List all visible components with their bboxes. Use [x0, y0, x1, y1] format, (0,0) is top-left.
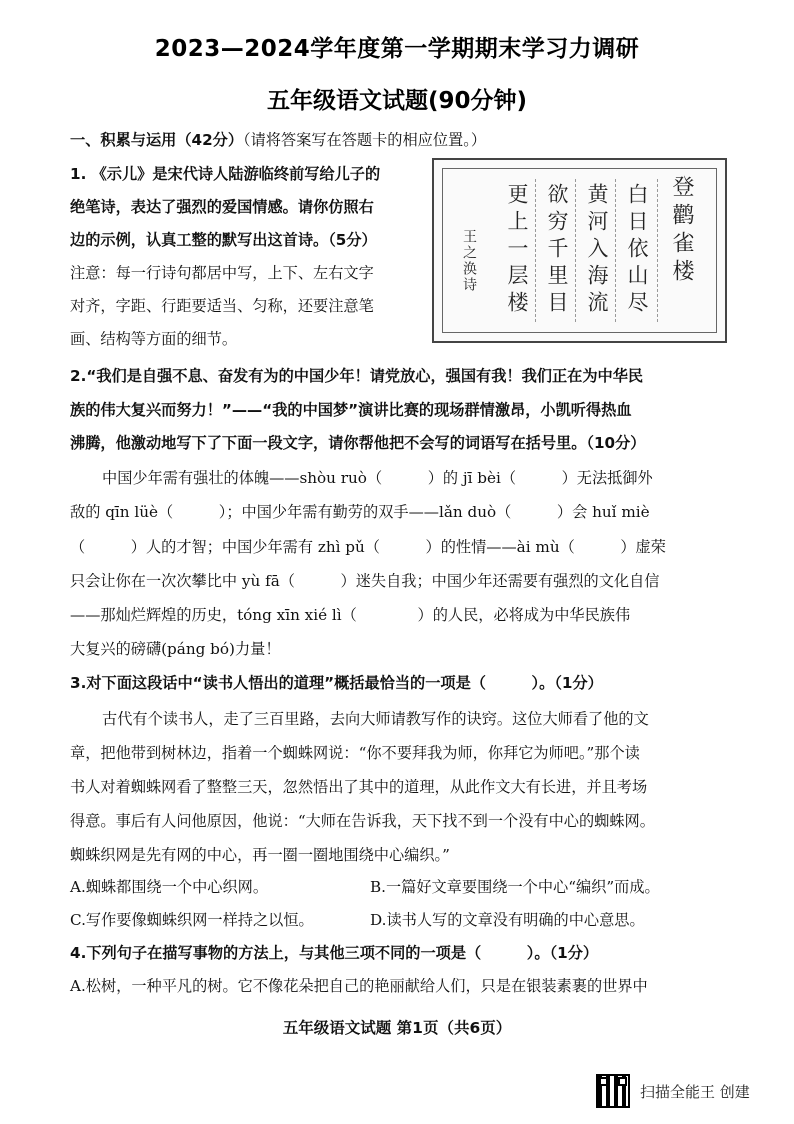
qr-code-icon	[596, 1074, 630, 1108]
section-heading-row	[70, 130, 486, 150]
poem-example-box	[432, 158, 727, 343]
q3-passage-line-4: 得意。事后有人问他原因，他说：“大师在告诉我，天下找不到一个没有中心的蜘蛛网。	[70, 812, 655, 830]
q3-stem: 3.对下面这段话中“读书人悟出的道理”概括最恰当的一项是（ ）。（1分）	[70, 674, 603, 692]
poem-author: 王之涣诗	[461, 229, 477, 293]
q1-line-5: 对齐，字距、行距要适当、匀称，还要注意笔	[70, 297, 374, 315]
q2-passage-line-2: 敌的 qīn lüè（ ）；中国少年需有勤劳的双手——lǎn duò（ ）会 huǐ miè	[70, 503, 650, 521]
q2-passage-line-4: 只会让你在一次次攀比中 yù fā（ ）迷失自我；中国少年还需要有强烈的文化自信	[70, 572, 660, 590]
section-note: （请将答案写在答题卡的相应位置。）	[243, 131, 487, 149]
poem-divider	[657, 179, 658, 322]
q2-line-2: 族的伟大复兴而努力！”——“我的中国梦”演讲比赛的现场群情激昂，小凯听得热血	[70, 401, 632, 419]
q3-passage-line-2: 章，把他带到树林边，指着一个蜘蛛网说：“你不要拜我为师，你拜它为师吧。”那个读	[70, 744, 640, 762]
poem-divider	[535, 179, 536, 322]
q4-stem: 4.下列句子在描写事物的方法上，与其他三项不同的一项是（ ）。（1分）	[70, 944, 599, 962]
q1-line-3: 边的示例，认真工整的默写出这首诗。（5分）	[70, 231, 377, 249]
poem-line-3: 欲穷千里目	[545, 183, 569, 318]
q3-passage-line-3: 书人对着蜘蛛网看了整整三天，忽然悟出了其中的道理，从此作文大有长进，并且考场	[70, 778, 648, 796]
page-footer: 五年级语文试题 第1页（共6页）	[282, 1019, 512, 1037]
q1-line-2: 绝笔诗，表达了强烈的爱国情感。请你仿照右	[70, 198, 374, 216]
section-heading: 一、积累与运用（42分）	[70, 131, 244, 149]
q2-line-3: 沸腾，他激动地写下了下面一段文字，请你帮他把不会写的词语写在括号里。（10分）	[70, 434, 646, 452]
scanner-label: 扫描全能王 创建	[640, 1083, 750, 1101]
q2-passage-line-3: （ ）人的才智；中国少年需有 zhì pǔ（ ）的性情——ài mù（ ）虚荣	[70, 538, 666, 556]
q3-option-c: C.写作要像蜘蛛织网一样持之以恒。	[70, 911, 314, 929]
q3-option-b: B.一篇好文章要围绕一个中心“编织”而成。	[370, 878, 660, 896]
poem-divider	[615, 179, 616, 322]
poem-divider	[575, 179, 576, 322]
exam-title: 2023—2024学年度第一学期期末学习力调研	[154, 36, 640, 62]
scanner-watermark	[596, 1074, 786, 1110]
q2-passage-line-1: 中国少年需有强壮的体魄——shòu ruò（ ）的 jī bèi（ ）无法抵御外	[102, 469, 653, 487]
poem-line-2: 黄河入海流	[585, 183, 609, 318]
q4-option-a: A.松树，一种平凡的树。它不像花朵把自己的艳丽献给人们，只是在银装素裹的世界中	[70, 977, 648, 995]
q3-option-d: D.读书人写的文章没有明确的中心意思。	[370, 911, 645, 929]
q3-option-a: A.蜘蛛都围绕一个中心织网。	[70, 878, 269, 896]
exam-subtitle: 五年级语文试题(90分钟)	[266, 88, 528, 114]
q3-passage-line-1: 古代有个读书人，走了三百里路，去向大师请教写作的诀窍。这位大师看了他的文	[102, 710, 649, 728]
q1-line-1: 1. 《示儿》是宋代诗人陆游临终前写给儿子的	[70, 165, 381, 183]
q2-line-1: 2.“我们是自强不息、奋发有为的中国少年！请党放心，强国有我！我们正在为中华民	[70, 367, 644, 385]
poem-line-4: 更上一层楼	[505, 183, 529, 318]
poem-line-1: 白日依山尽	[625, 183, 649, 318]
q2-passage-line-6: 大复兴的磅礴(páng bó)力量！	[70, 640, 281, 658]
q1-line-4: 注意：每一行诗句都居中写，上下、左右文字	[70, 264, 374, 282]
poem-title: 登鹳雀楼	[669, 175, 694, 287]
poem-inner-frame	[442, 168, 717, 333]
q1-line-6: 画、结构等方面的细节。	[70, 330, 238, 348]
q3-passage-line-5: 蜘蛛织网是先有网的中心，再一圈一圈地围绕中心编织。”	[70, 846, 450, 864]
q2-passage-line-5: ——那灿烂辉煌的历史，tóng xīn xié lì（ ）的人民，必将成为中华民族伟	[70, 606, 631, 624]
